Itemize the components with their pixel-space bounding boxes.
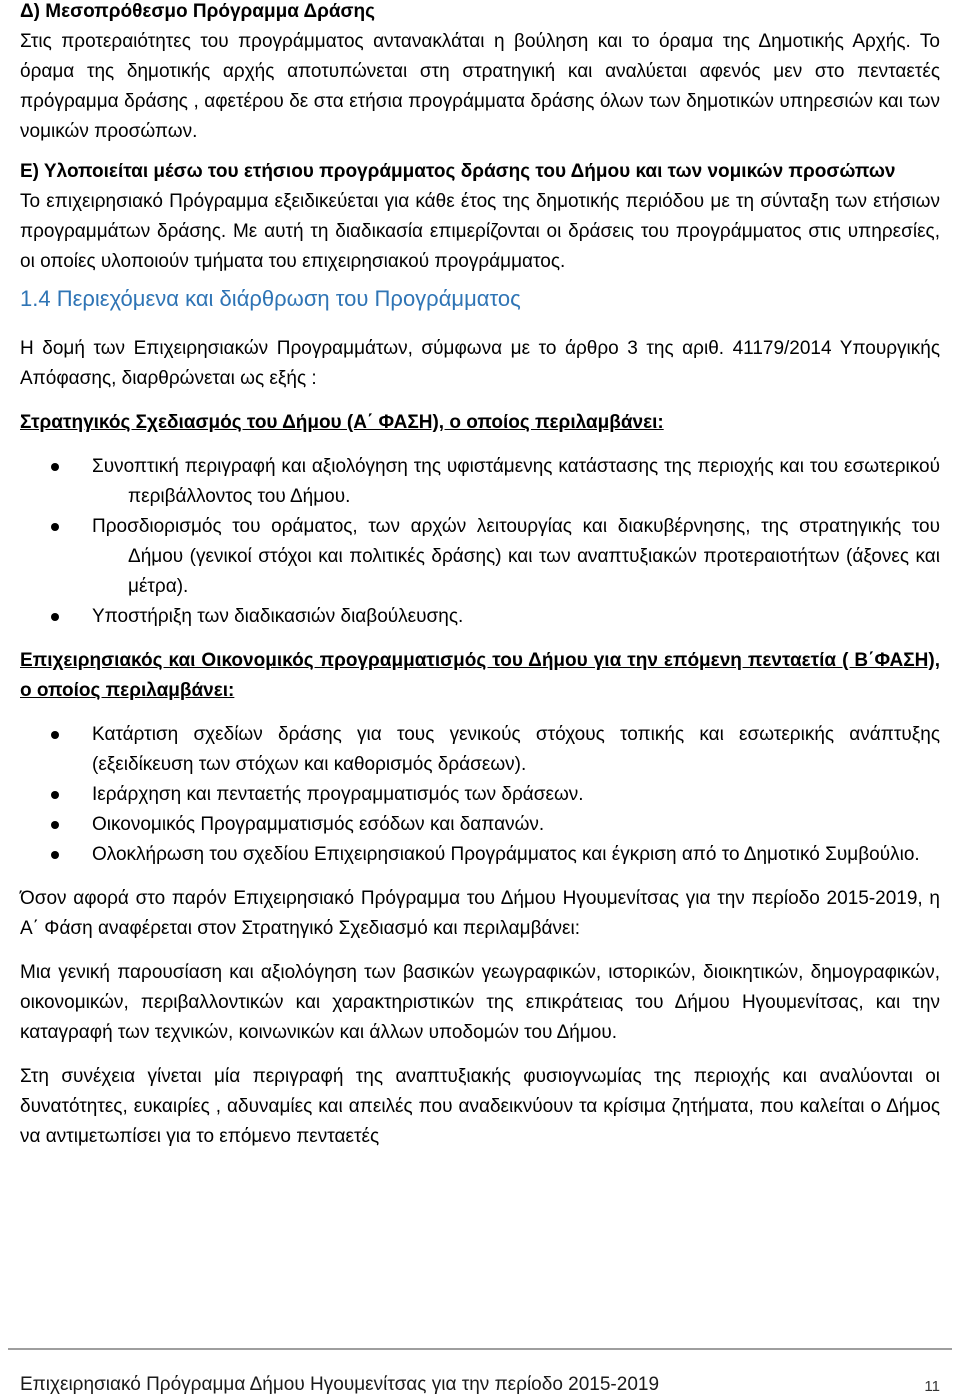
phase-b-list xyxy=(20,720,940,870)
list-item: Κατάρτιση σχεδίων δράσης για τους γενικούς στόχους τοπικής και εσωτερικής ανάπτυξης (εξειδίκευση των στόχων και καθορισμός δράσεων). xyxy=(20,720,940,780)
page-number: 11 xyxy=(924,1378,940,1395)
phase-a-list xyxy=(20,452,940,632)
para-continuation: Στη συνέχεια γίνεται μία περιγραφή της αναπτυξιακής φυσιογνωμίας της περιοχής και αναλύονται οι δυνατότητες, ευκαιρίες , αδυναμίες και απειλές που αναδεικνύουν τα κρίσιμα ζητήματα, που καλείται ο Δήμος να αντιμετωπίσει για το επόμενο πενταετές xyxy=(20,1066,940,1147)
phase-a-title: Στρατηγικός Σχεδιασμός του Δήμου (Α΄ ΦΑΣΗ), ο οποίος περιλαμβάνει: xyxy=(20,412,664,433)
list-item: Συνοπτική περιγραφή και αξιολόγηση της υφιστάμενης κατάστασης της περιοχής και του εσωτερικού περιβάλλοντος του Δήμου. xyxy=(20,452,940,512)
list-item: Υποστήριξη των διαδικασιών διαβούλευσης. xyxy=(20,602,940,632)
bullet-icon xyxy=(51,851,59,859)
page-footer xyxy=(20,1374,940,1396)
bullet-icon xyxy=(51,613,59,621)
bullet-icon xyxy=(51,791,59,799)
list-item: Προσδιορισμός του οράματος, των αρχών λειτουργίας και διακυβέρνησης, της στρατηγικής του Δήμου (γενικοί στόχοι και πολιτικές δράσης) και των αναπτυξιακών προτεραιοτήτων (άξονες και μέτρα). xyxy=(20,512,940,602)
bullet-icon xyxy=(51,463,59,471)
document-page xyxy=(20,0,940,1152)
section-d-title: Δ) Μεσοπρόθεσμο Πρόγραμμα Δράσης xyxy=(20,1,376,22)
list-item: Οικονομικός Προγραμματισμός εσόδων και δαπανών. xyxy=(20,810,940,840)
bullet-icon xyxy=(51,731,59,739)
footer-title: Επιχειρησιακό Πρόγραμμα Δήμου Ηγουμενίτσας για την περίοδο 2015-2019 xyxy=(20,1374,660,1395)
footer-divider xyxy=(8,1348,952,1350)
section-e-title: Ε) Υλοποιείται μέσω του ετήσιου προγράμματος δράσης του Δήμου και των νομικών προσώπων xyxy=(20,161,896,182)
bullet-icon xyxy=(51,523,59,531)
para-general-presentation: Μια γενική παρουσίαση και αξιολόγηση των βασικών γεωγραφικών, ιστορικών, διοικητικών, δημογραφικών, οικονομικών, περιβαλλοντικών και χαρακτηριστικών της επικράτειας του Δήμου Ηγουμενίτσας, και την καταγραφή των τεχνικών, κοινωνικών και άλλων υποδομών του Δήμου. xyxy=(20,962,940,1043)
section-d-text: Στις προτεραιότητες του προγράμματος αντανακλάται η βούληση και το όραμα της Δημοτικής Αρχής. Το όραμα της δημοτικής αρχής αποτυπώνεται στη στρατηγική και αναλύεται αφενός μεν στο πενταετές πρόγραμμα δράσης , αφετέρου δε στα ετήσια προγράμματα δράσης όλων των δημοτικών υπηρεσιών και των νομικών προσώπων. xyxy=(20,31,940,142)
section-e-text: Το επιχειρησιακό Πρόγραμμα εξειδικεύεται για κάθε έτος της δημοτικής περιόδου με τη σύνταξη των ετήσιων προγραμμάτων δράσης. Με αυτή τη διαδικασία επιμερίζονται οι δράσεις του προγράμματος στις υπηρεσίες, οι οποίες υλοποιούν τμήματα του επιχειρησιακού προγράμματος. xyxy=(20,191,940,272)
structure-intro: Η δομή των Επιχειρησιακών Προγραμμάτων, σύμφωνα με το άρθρο 3 της αριθ. 41179/2014 Υπουργικής Απόφασης, διαρθρώνεται ως εξής : xyxy=(20,338,940,389)
phase-b-title: Επιχειρησιακός και Οικονομικός προγραμματισμός του Δήμου για την επόμενη πενταετία ( Β΄ΦΑΣΗ), ο οποίος περιλαμβάνει: xyxy=(20,650,940,701)
heading-1-4: 1.4 Περιεχόμενα και διάρθρωση του Προγράμματος xyxy=(20,286,521,311)
list-item: Ολοκλήρωση του σχεδίου Επιχειρησιακού Προγράμματος και έγκριση από το Δημοτικό Συμβούλιο. xyxy=(20,840,940,870)
list-item: Ιεράρχηση και πενταετής προγραμματισμός των δράσεων. xyxy=(20,780,940,810)
para-current-program: Όσον αφορά στο παρόν Επιχειρησιακό Πρόγραμμα του Δήμου Ηγουμενίτσας για την περίοδο 2015-2019, η Α΄ Φάση αναφέρεται στον Στρατηγικό Σχεδιασμό και περιλαμβάνει: xyxy=(20,888,940,939)
bullet-icon xyxy=(51,821,59,829)
